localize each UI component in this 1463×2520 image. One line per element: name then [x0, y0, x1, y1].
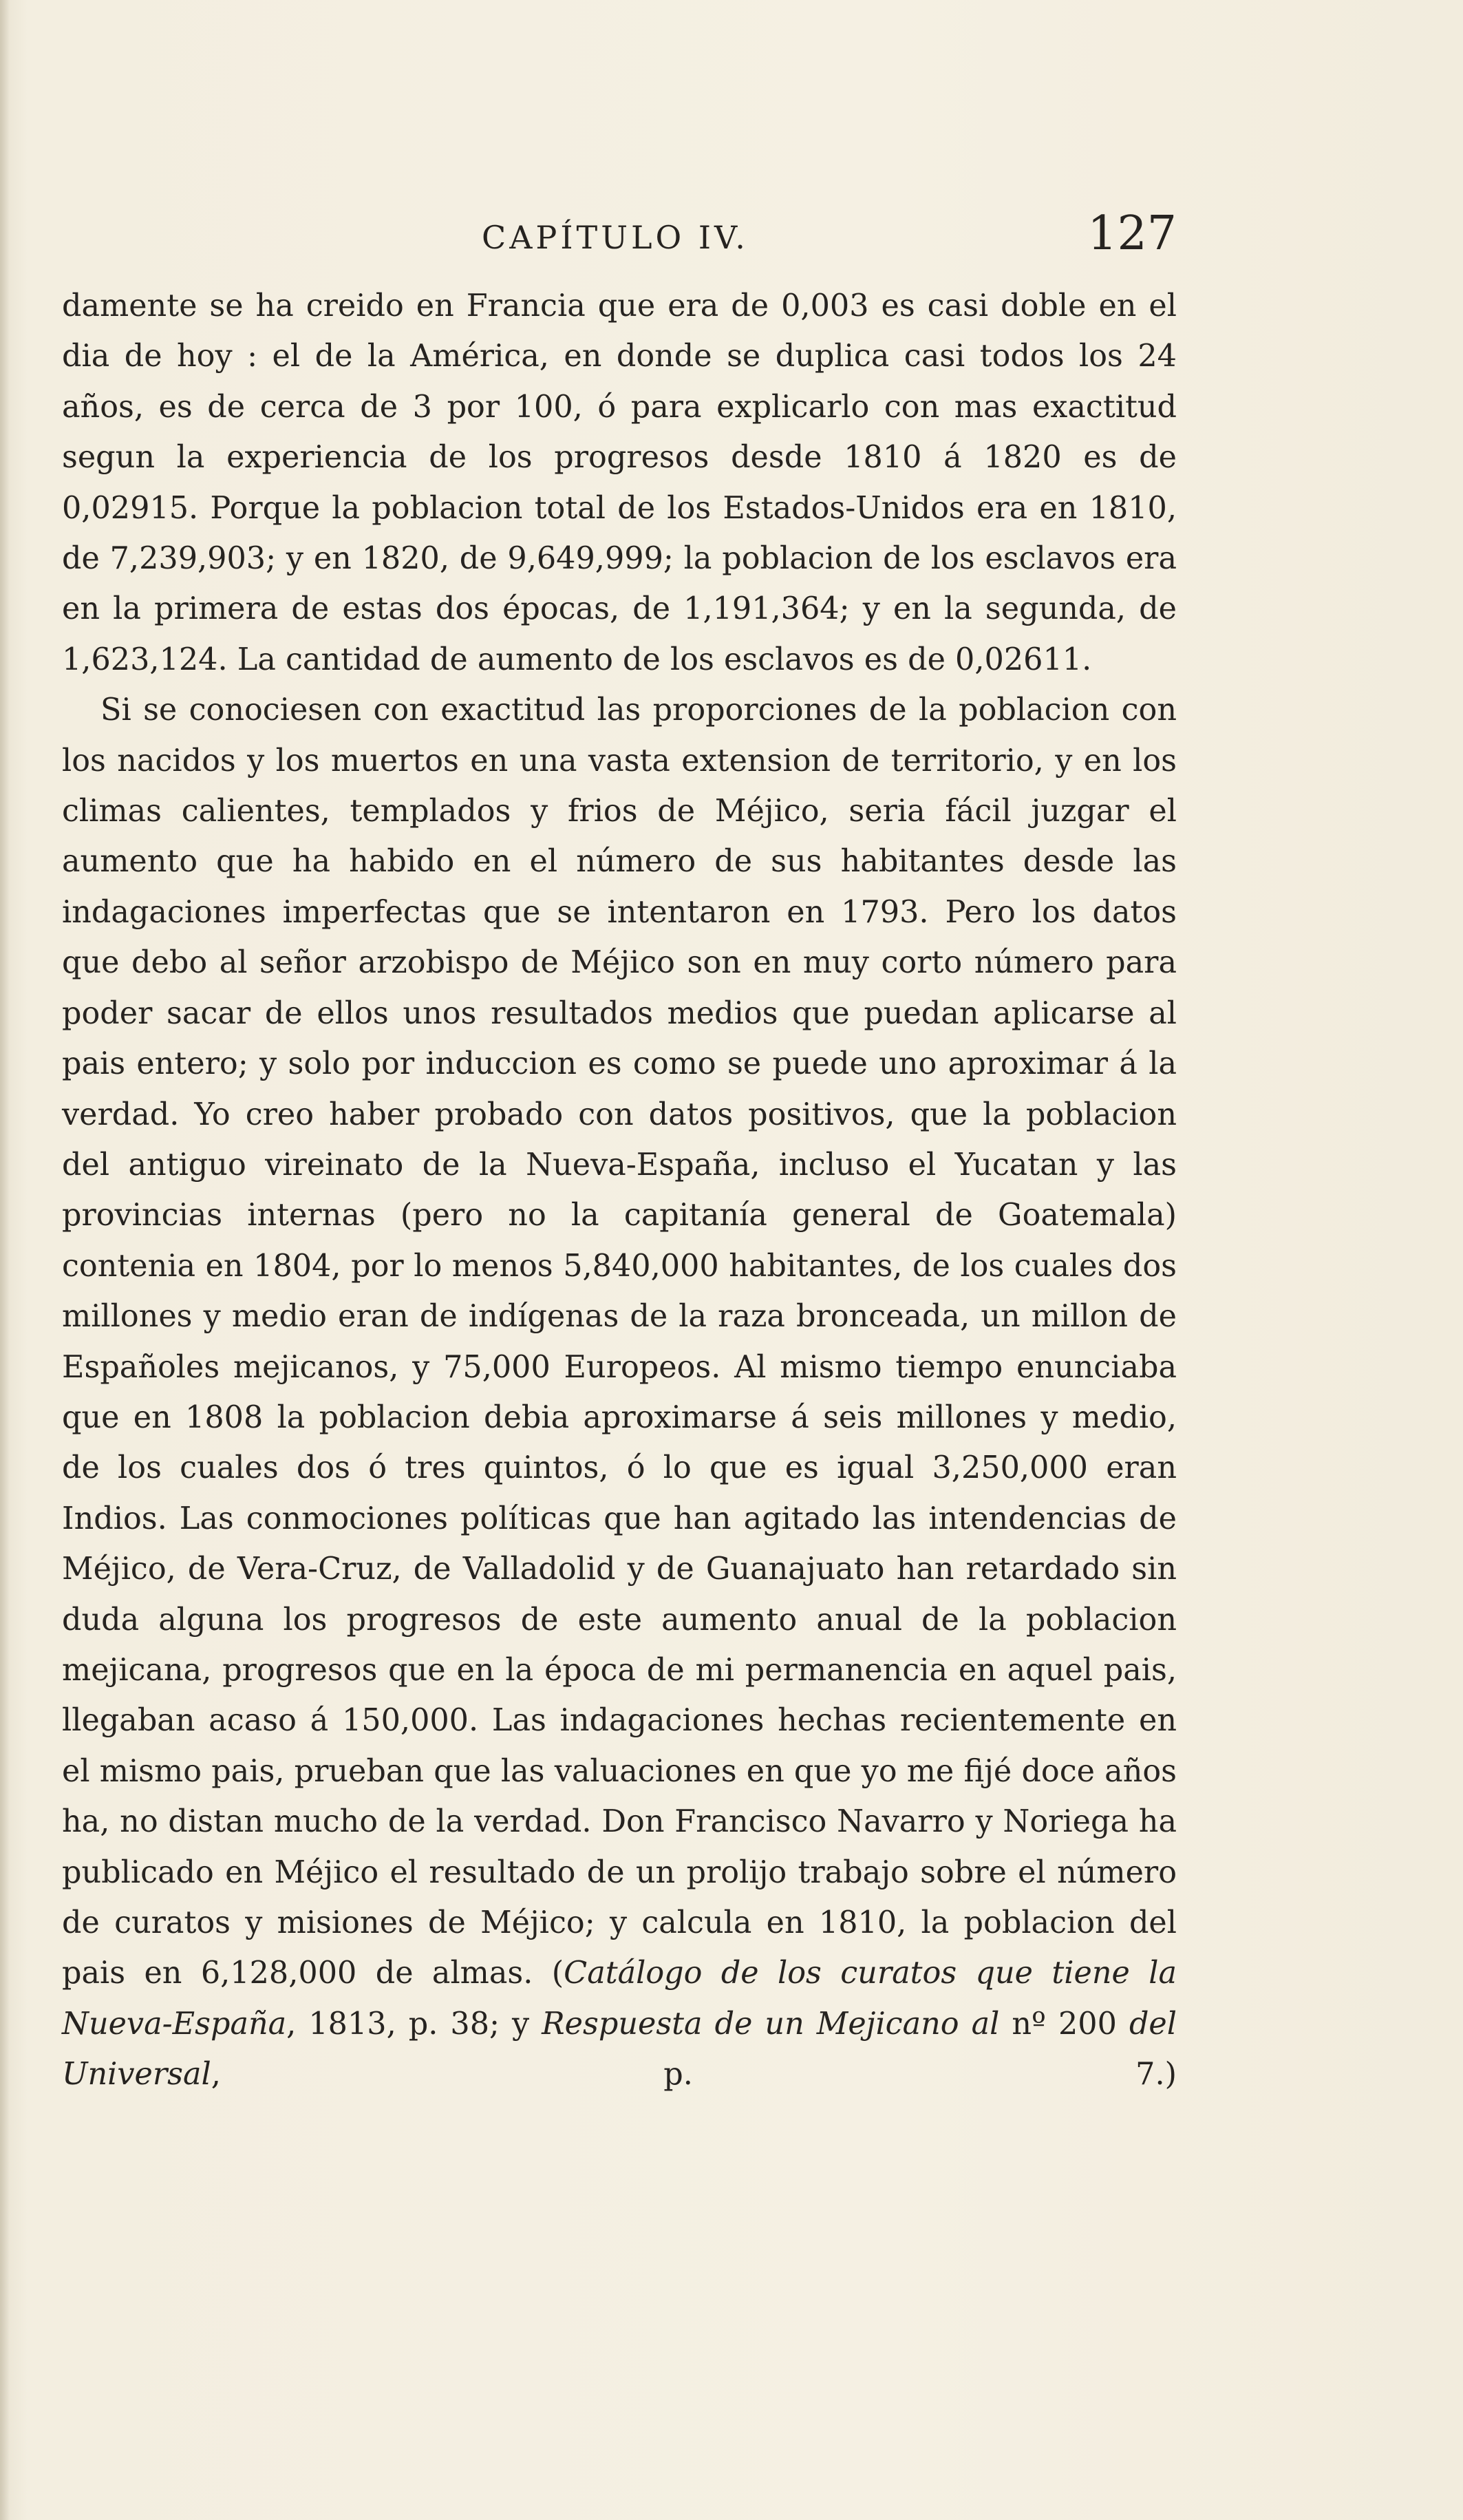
citation-title-universal: del Universal	[62, 2006, 1177, 2093]
citation-title-respuesta: Respuesta de un Mejicano al	[542, 2006, 1000, 2042]
citation-title-catalogo: Catálogo de los curatos que tiene la Nueva-España	[62, 1956, 1177, 2042]
chapter-title: CAPÍTULO IV.	[482, 219, 749, 256]
running-head	[62, 207, 1177, 268]
citation-close: , p. 7.)	[211, 2057, 1177, 2093]
paragraph-2-text: Si se conociesen con exactitud las proporciones de la poblacion con los nacidos y los muertos en una vasta extension de territorio, y en los climas calientes, templados y frios de Méjico, seria fácil juzgar el aumento que ha habido en el número de sus habitantes desde las indagaciones imperfectas que se intentaron en 1793. Pero los datos que debo al señor arzobispo de Méjico son en muy corto número para poder sacar de ellos unos resultados medios que puedan aplicarse al pais entero; y solo por induccion es como se puede uno aproximar á la verdad. Yo creo haber probado con datos positivos, que la poblacion del antiguo vireinato de la Nueva-España, incluso el Yucatan y las provincias internas (pero no la capitanía general de Goatemala) contenia en 1804, por lo menos 5,840,000 habitantes, de los cuales dos millones y medio eran de indígenas de la raza bronceada, un millon de Españoles mejicanos, y 75,000 Europeos. Al mismo tiempo enunciaba que en 1808 la poblacion debia aproximarse á seis millones y medio, de los cuales dos ó tres quintos, ó lo que es igual 3,250,000 eran Indios. Las conmociones políticas que han agitado las intendencias de Méjico, de Vera-Cruz, de Valladolid y de Guanajuato han retardado sin duda alguna los progresos de este aumento anual de la poblacion mejicana, progresos que en la época de mi permanencia en aquel pais, llegaban acaso á 150,000. Las indagaciones hechas recientemente en el mismo pais, prueban que las valuaciones en que yo me fijé doce años ha, no distan mucho de la verdad. Don Francisco Navarro y Noriega ha publicado en Méjico el resultado de un prolijo trabajo sobre el número de curatos y misiones de Méjico; y calcula en 1810, la poblacion del pais en 6,128,000 de almas.	[62, 692, 1177, 1991]
paragraph-1: damente se ha creido en Francia que era de 0,003 es casi doble en el dia de hoy : el de la América, en donde se duplica casi todos los 24 años, es de cerca de 3 por 100, ó para explicarlo con mas exactitud segun la experiencia de los progresos desde 1810 á 1820 es de 0,02915. Porque la poblacion total de los Estados-Unidos era en 1810, de 7,239,903; y en 1820, de 9,649,999; la poblacion de los esclavos era en la primera de estas dos épocas, de 1,191,364; y en la segunda, de 1,623,124. La cantidad de aumento de los esclavos es de 0,02611.	[62, 288, 1177, 677]
citation-mid: , 1813, p. 38; y	[286, 2006, 542, 2042]
citation-open: (	[533, 1956, 564, 1991]
page-number: 127	[1087, 207, 1177, 261]
page-edge-shadow	[0, 0, 10, 2520]
citation-number: nº 200	[999, 2006, 1129, 2042]
paragraph-2	[62, 685, 1177, 2099]
body-text	[62, 281, 1177, 2100]
